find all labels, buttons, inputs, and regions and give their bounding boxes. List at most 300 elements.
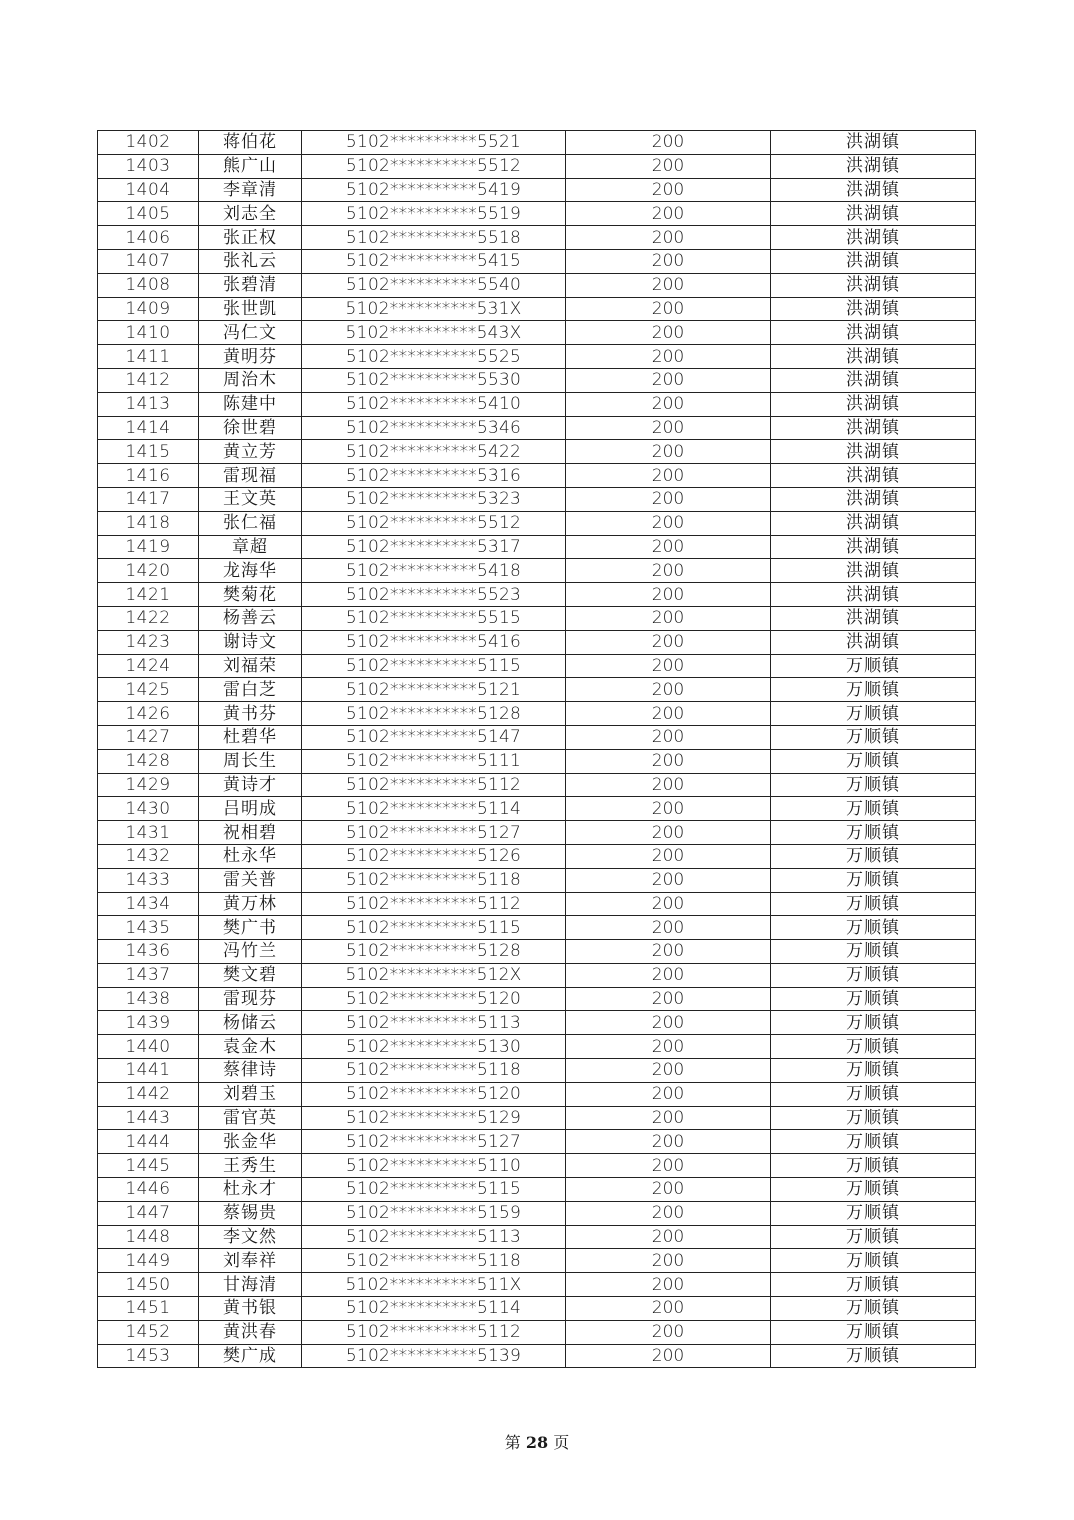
town-cell: 万顺镇 [771, 1035, 976, 1059]
id-number-cell: 5102**********5519 [302, 202, 566, 226]
town-cell: 万顺镇 [771, 1178, 976, 1202]
id-number-cell: 5102**********5115 [302, 654, 566, 678]
name-cell: 章超 [199, 535, 302, 559]
amount-cell: 200 [566, 1035, 771, 1059]
table-row [98, 1082, 976, 1106]
id-number-cell: 5102**********5128 [302, 702, 566, 726]
amount-cell: 200 [566, 1320, 771, 1344]
town-cell: 洪湖镇 [771, 178, 976, 202]
name-cell: 杜碧华 [199, 725, 302, 749]
amount-cell: 200 [566, 654, 771, 678]
table-row [98, 1273, 976, 1297]
page-label-prefix: 第 [504, 1433, 521, 1452]
page-number: 28 [525, 1433, 549, 1452]
amount-cell: 200 [566, 606, 771, 630]
serial-cell: 1429 [98, 773, 199, 797]
serial-cell: 1402 [98, 131, 199, 155]
table-row [98, 1249, 976, 1273]
serial-cell: 1448 [98, 1225, 199, 1249]
name-cell: 黄万林 [199, 892, 302, 916]
town-cell: 万顺镇 [771, 1297, 976, 1321]
town-cell: 万顺镇 [771, 1130, 976, 1154]
id-number-cell: 5102**********5316 [302, 464, 566, 488]
amount-cell: 200 [566, 464, 771, 488]
table-row [98, 131, 976, 155]
id-number-cell: 5102**********5418 [302, 559, 566, 583]
name-cell: 刘碧玉 [199, 1082, 302, 1106]
town-cell: 万顺镇 [771, 1154, 976, 1178]
name-cell: 刘奉祥 [199, 1249, 302, 1273]
town-cell: 万顺镇 [771, 1059, 976, 1083]
id-number-cell: 5102**********5114 [302, 797, 566, 821]
name-cell: 杨善云 [199, 606, 302, 630]
serial-cell: 1442 [98, 1082, 199, 1106]
table-row [98, 1154, 976, 1178]
id-number-cell: 5102**********5118 [302, 1059, 566, 1083]
table-row [98, 321, 976, 345]
table-row [98, 725, 976, 749]
serial-cell: 1405 [98, 202, 199, 226]
table-row [98, 178, 976, 202]
serial-cell: 1422 [98, 606, 199, 630]
amount-cell: 200 [566, 273, 771, 297]
name-cell: 雷现芬 [199, 987, 302, 1011]
table-row [98, 464, 976, 488]
amount-cell: 200 [566, 916, 771, 940]
town-cell: 洪湖镇 [771, 273, 976, 297]
name-cell: 蔡律诗 [199, 1059, 302, 1083]
amount-cell: 200 [566, 749, 771, 773]
id-number-cell: 5102**********5110 [302, 1154, 566, 1178]
serial-cell: 1407 [98, 249, 199, 273]
amount-cell: 200 [566, 297, 771, 321]
table-row [98, 1106, 976, 1130]
table-row [98, 297, 976, 321]
table-row [98, 773, 976, 797]
table-row [98, 368, 976, 392]
table-row [98, 821, 976, 845]
town-cell: 万顺镇 [771, 1082, 976, 1106]
serial-cell: 1423 [98, 630, 199, 654]
serial-cell: 1434 [98, 892, 199, 916]
serial-cell: 1451 [98, 1297, 199, 1321]
amount-cell: 200 [566, 892, 771, 916]
town-cell: 洪湖镇 [771, 392, 976, 416]
name-cell: 黄洪春 [199, 1320, 302, 1344]
id-number-cell: 5102**********5118 [302, 1249, 566, 1273]
amount-cell: 200 [566, 202, 771, 226]
id-number-cell: 5102**********5114 [302, 1297, 566, 1321]
table-row [98, 416, 976, 440]
town-cell: 洪湖镇 [771, 487, 976, 511]
name-cell: 李章清 [199, 178, 302, 202]
table-row [98, 535, 976, 559]
table-row [98, 1201, 976, 1225]
serial-cell: 1440 [98, 1035, 199, 1059]
id-number-cell: 5102**********511X [302, 1273, 566, 1297]
table-row [98, 1059, 976, 1083]
town-cell: 万顺镇 [771, 1249, 976, 1273]
name-cell: 熊广山 [199, 154, 302, 178]
table-row [98, 1130, 976, 1154]
roster-table-body [98, 131, 976, 1368]
table-row [98, 1320, 976, 1344]
serial-cell: 1421 [98, 583, 199, 607]
amount-cell: 200 [566, 416, 771, 440]
id-number-cell: 5102**********5419 [302, 178, 566, 202]
town-cell: 洪湖镇 [771, 583, 976, 607]
name-cell: 刘福荣 [199, 654, 302, 678]
serial-cell: 1432 [98, 844, 199, 868]
table-row [98, 868, 976, 892]
serial-cell: 1433 [98, 868, 199, 892]
name-cell: 陈建中 [199, 392, 302, 416]
amount-cell: 200 [566, 249, 771, 273]
amount-cell: 200 [566, 226, 771, 250]
serial-cell: 1410 [98, 321, 199, 345]
name-cell: 吕明成 [199, 797, 302, 821]
id-number-cell: 5102**********5128 [302, 940, 566, 964]
amount-cell: 200 [566, 1178, 771, 1202]
table-row [98, 1344, 976, 1368]
amount-cell: 200 [566, 583, 771, 607]
serial-cell: 1425 [98, 678, 199, 702]
name-cell: 杜永华 [199, 844, 302, 868]
table-row [98, 940, 976, 964]
name-cell: 祝相碧 [199, 821, 302, 845]
name-cell: 张仁福 [199, 511, 302, 535]
town-cell: 洪湖镇 [771, 131, 976, 155]
id-number-cell: 5102**********5120 [302, 987, 566, 1011]
serial-cell: 1441 [98, 1059, 199, 1083]
id-number-cell: 5102**********5422 [302, 440, 566, 464]
table-row [98, 1011, 976, 1035]
amount-cell: 200 [566, 392, 771, 416]
amount-cell: 200 [566, 131, 771, 155]
id-number-cell: 5102**********5518 [302, 226, 566, 250]
table-row [98, 702, 976, 726]
serial-cell: 1445 [98, 1154, 199, 1178]
name-cell: 雷白芝 [199, 678, 302, 702]
town-cell: 洪湖镇 [771, 202, 976, 226]
id-number-cell: 5102**********5512 [302, 154, 566, 178]
name-cell: 黄诗才 [199, 773, 302, 797]
town-cell: 洪湖镇 [771, 226, 976, 250]
serial-cell: 1406 [98, 226, 199, 250]
name-cell: 袁金木 [199, 1035, 302, 1059]
id-number-cell: 5102**********5115 [302, 1178, 566, 1202]
town-cell: 洪湖镇 [771, 321, 976, 345]
name-cell: 杨储云 [199, 1011, 302, 1035]
name-cell: 黄明芬 [199, 345, 302, 369]
table-row [98, 987, 976, 1011]
serial-cell: 1438 [98, 987, 199, 1011]
name-cell: 杜永才 [199, 1178, 302, 1202]
amount-cell: 200 [566, 178, 771, 202]
serial-cell: 1450 [98, 1273, 199, 1297]
id-number-cell: 5102**********5126 [302, 844, 566, 868]
id-number-cell: 5102**********531X [302, 297, 566, 321]
name-cell: 李文然 [199, 1225, 302, 1249]
serial-cell: 1439 [98, 1011, 199, 1035]
table-row [98, 154, 976, 178]
town-cell: 洪湖镇 [771, 154, 976, 178]
id-number-cell: 5102**********5540 [302, 273, 566, 297]
town-cell: 万顺镇 [771, 1201, 976, 1225]
name-cell: 冯仁文 [199, 321, 302, 345]
serial-cell: 1431 [98, 821, 199, 845]
name-cell: 张正权 [199, 226, 302, 250]
table-row [98, 1297, 976, 1321]
amount-cell: 200 [566, 1297, 771, 1321]
id-number-cell: 5102**********5416 [302, 630, 566, 654]
name-cell: 樊文碧 [199, 963, 302, 987]
town-cell: 万顺镇 [771, 1320, 976, 1344]
serial-cell: 1430 [98, 797, 199, 821]
name-cell: 龙海华 [199, 559, 302, 583]
name-cell: 黄书银 [199, 1297, 302, 1321]
amount-cell: 200 [566, 1059, 771, 1083]
id-number-cell: 5102**********5130 [302, 1035, 566, 1059]
name-cell: 黄立芳 [199, 440, 302, 464]
amount-cell: 200 [566, 844, 771, 868]
amount-cell: 200 [566, 1225, 771, 1249]
town-cell: 万顺镇 [771, 987, 976, 1011]
id-number-cell: 5102**********5127 [302, 821, 566, 845]
amount-cell: 200 [566, 368, 771, 392]
amount-cell: 200 [566, 1082, 771, 1106]
amount-cell: 200 [566, 1249, 771, 1273]
town-cell: 洪湖镇 [771, 416, 976, 440]
serial-cell: 1443 [98, 1106, 199, 1130]
town-cell: 万顺镇 [771, 821, 976, 845]
town-cell: 万顺镇 [771, 654, 976, 678]
amount-cell: 200 [566, 1011, 771, 1035]
amount-cell: 200 [566, 797, 771, 821]
amount-cell: 200 [566, 773, 771, 797]
town-cell: 洪湖镇 [771, 249, 976, 273]
serial-cell: 1452 [98, 1320, 199, 1344]
id-number-cell: 5102**********5113 [302, 1225, 566, 1249]
id-number-cell: 5102**********5121 [302, 678, 566, 702]
id-number-cell: 5102**********5129 [302, 1106, 566, 1130]
amount-cell: 200 [566, 868, 771, 892]
serial-cell: 1424 [98, 654, 199, 678]
id-number-cell: 5102**********5147 [302, 725, 566, 749]
serial-cell: 1436 [98, 940, 199, 964]
name-cell: 雷关普 [199, 868, 302, 892]
serial-cell: 1419 [98, 535, 199, 559]
serial-cell: 1444 [98, 1130, 199, 1154]
amount-cell: 200 [566, 725, 771, 749]
amount-cell: 200 [566, 1130, 771, 1154]
serial-cell: 1449 [98, 1249, 199, 1273]
town-cell: 洪湖镇 [771, 511, 976, 535]
name-cell: 周治木 [199, 368, 302, 392]
town-cell: 万顺镇 [771, 916, 976, 940]
table-row [98, 249, 976, 273]
table-row [98, 654, 976, 678]
amount-cell: 200 [566, 702, 771, 726]
serial-cell: 1420 [98, 559, 199, 583]
id-number-cell: 5102**********5139 [302, 1344, 566, 1368]
serial-cell: 1453 [98, 1344, 199, 1368]
town-cell: 万顺镇 [771, 797, 976, 821]
table-row [98, 392, 976, 416]
serial-cell: 1403 [98, 154, 199, 178]
town-cell: 洪湖镇 [771, 606, 976, 630]
town-cell: 万顺镇 [771, 868, 976, 892]
amount-cell: 200 [566, 987, 771, 1011]
id-number-cell: 5102**********5323 [302, 487, 566, 511]
serial-cell: 1408 [98, 273, 199, 297]
name-cell: 王文英 [199, 487, 302, 511]
town-cell: 万顺镇 [771, 725, 976, 749]
table-row [98, 749, 976, 773]
serial-cell: 1437 [98, 963, 199, 987]
town-cell: 洪湖镇 [771, 345, 976, 369]
town-cell: 洪湖镇 [771, 630, 976, 654]
name-cell: 徐世碧 [199, 416, 302, 440]
name-cell: 雷官英 [199, 1106, 302, 1130]
table-row [98, 202, 976, 226]
name-cell: 张礼云 [199, 249, 302, 273]
id-number-cell: 5102**********5118 [302, 868, 566, 892]
amount-cell: 200 [566, 511, 771, 535]
name-cell: 刘志全 [199, 202, 302, 226]
amount-cell: 200 [566, 963, 771, 987]
town-cell: 万顺镇 [771, 892, 976, 916]
id-number-cell: 5102**********5521 [302, 131, 566, 155]
town-cell: 万顺镇 [771, 1344, 976, 1368]
id-number-cell: 5102**********5346 [302, 416, 566, 440]
name-cell: 雷现福 [199, 464, 302, 488]
town-cell: 洪湖镇 [771, 368, 976, 392]
amount-cell: 200 [566, 559, 771, 583]
town-cell: 万顺镇 [771, 940, 976, 964]
town-cell: 万顺镇 [771, 1011, 976, 1035]
amount-cell: 200 [566, 345, 771, 369]
serial-cell: 1428 [98, 749, 199, 773]
id-number-cell: 5102**********5112 [302, 892, 566, 916]
town-cell: 万顺镇 [771, 678, 976, 702]
amount-cell: 200 [566, 487, 771, 511]
name-cell: 樊广成 [199, 1344, 302, 1368]
town-cell: 万顺镇 [771, 844, 976, 868]
table-row [98, 273, 976, 297]
page-footer [0, 1430, 1074, 1453]
town-cell: 万顺镇 [771, 963, 976, 987]
name-cell: 周长生 [199, 749, 302, 773]
id-number-cell: 5102**********5113 [302, 1011, 566, 1035]
serial-cell: 1412 [98, 368, 199, 392]
id-number-cell: 5102**********5111 [302, 749, 566, 773]
amount-cell: 200 [566, 1273, 771, 1297]
serial-cell: 1446 [98, 1178, 199, 1202]
name-cell: 樊广书 [199, 916, 302, 940]
roster-table [97, 130, 976, 1368]
name-cell: 谢诗文 [199, 630, 302, 654]
amount-cell: 200 [566, 630, 771, 654]
id-number-cell: 5102**********5525 [302, 345, 566, 369]
town-cell: 万顺镇 [771, 1225, 976, 1249]
serial-cell: 1409 [98, 297, 199, 321]
name-cell: 冯竹兰 [199, 940, 302, 964]
serial-cell: 1413 [98, 392, 199, 416]
serial-cell: 1427 [98, 725, 199, 749]
amount-cell: 200 [566, 678, 771, 702]
name-cell: 张碧清 [199, 273, 302, 297]
name-cell: 甘海清 [199, 1273, 302, 1297]
town-cell: 万顺镇 [771, 773, 976, 797]
town-cell: 洪湖镇 [771, 535, 976, 559]
town-cell: 万顺镇 [771, 749, 976, 773]
table-row [98, 1178, 976, 1202]
table-row [98, 559, 976, 583]
serial-cell: 1417 [98, 487, 199, 511]
serial-cell: 1414 [98, 416, 199, 440]
name-cell: 蔡锡贵 [199, 1201, 302, 1225]
serial-cell: 1435 [98, 916, 199, 940]
table-row [98, 630, 976, 654]
amount-cell: 200 [566, 1201, 771, 1225]
id-number-cell: 5102**********5112 [302, 773, 566, 797]
table-row [98, 345, 976, 369]
amount-cell: 200 [566, 1344, 771, 1368]
id-number-cell: 5102**********5415 [302, 249, 566, 273]
table-row [98, 963, 976, 987]
table-row [98, 797, 976, 821]
table-row [98, 511, 976, 535]
town-cell: 洪湖镇 [771, 440, 976, 464]
id-number-cell: 5102**********543X [302, 321, 566, 345]
town-cell: 洪湖镇 [771, 559, 976, 583]
name-cell: 蒋伯花 [199, 131, 302, 155]
id-number-cell: 5102**********5410 [302, 392, 566, 416]
serial-cell: 1416 [98, 464, 199, 488]
serial-cell: 1447 [98, 1201, 199, 1225]
table-row [98, 606, 976, 630]
amount-cell: 200 [566, 940, 771, 964]
serial-cell: 1426 [98, 702, 199, 726]
id-number-cell: 5102**********5120 [302, 1082, 566, 1106]
town-cell: 万顺镇 [771, 1106, 976, 1130]
name-cell: 张世凯 [199, 297, 302, 321]
serial-cell: 1404 [98, 178, 199, 202]
id-number-cell: 5102**********5515 [302, 606, 566, 630]
table-row [98, 440, 976, 464]
amount-cell: 200 [566, 1106, 771, 1130]
name-cell: 樊菊花 [199, 583, 302, 607]
amount-cell: 200 [566, 821, 771, 845]
name-cell: 王秀生 [199, 1154, 302, 1178]
id-number-cell: 5102**********5523 [302, 583, 566, 607]
table-row [98, 1225, 976, 1249]
table-row [98, 226, 976, 250]
name-cell: 黄书芬 [199, 702, 302, 726]
serial-cell: 1411 [98, 345, 199, 369]
id-number-cell: 5102**********5159 [302, 1201, 566, 1225]
table-row [98, 1035, 976, 1059]
table-row [98, 487, 976, 511]
town-cell: 万顺镇 [771, 702, 976, 726]
serial-cell: 1415 [98, 440, 199, 464]
town-cell: 万顺镇 [771, 1273, 976, 1297]
id-number-cell: 5102**********5317 [302, 535, 566, 559]
amount-cell: 200 [566, 535, 771, 559]
table-row [98, 678, 976, 702]
page-label-suffix: 页 [553, 1433, 570, 1452]
